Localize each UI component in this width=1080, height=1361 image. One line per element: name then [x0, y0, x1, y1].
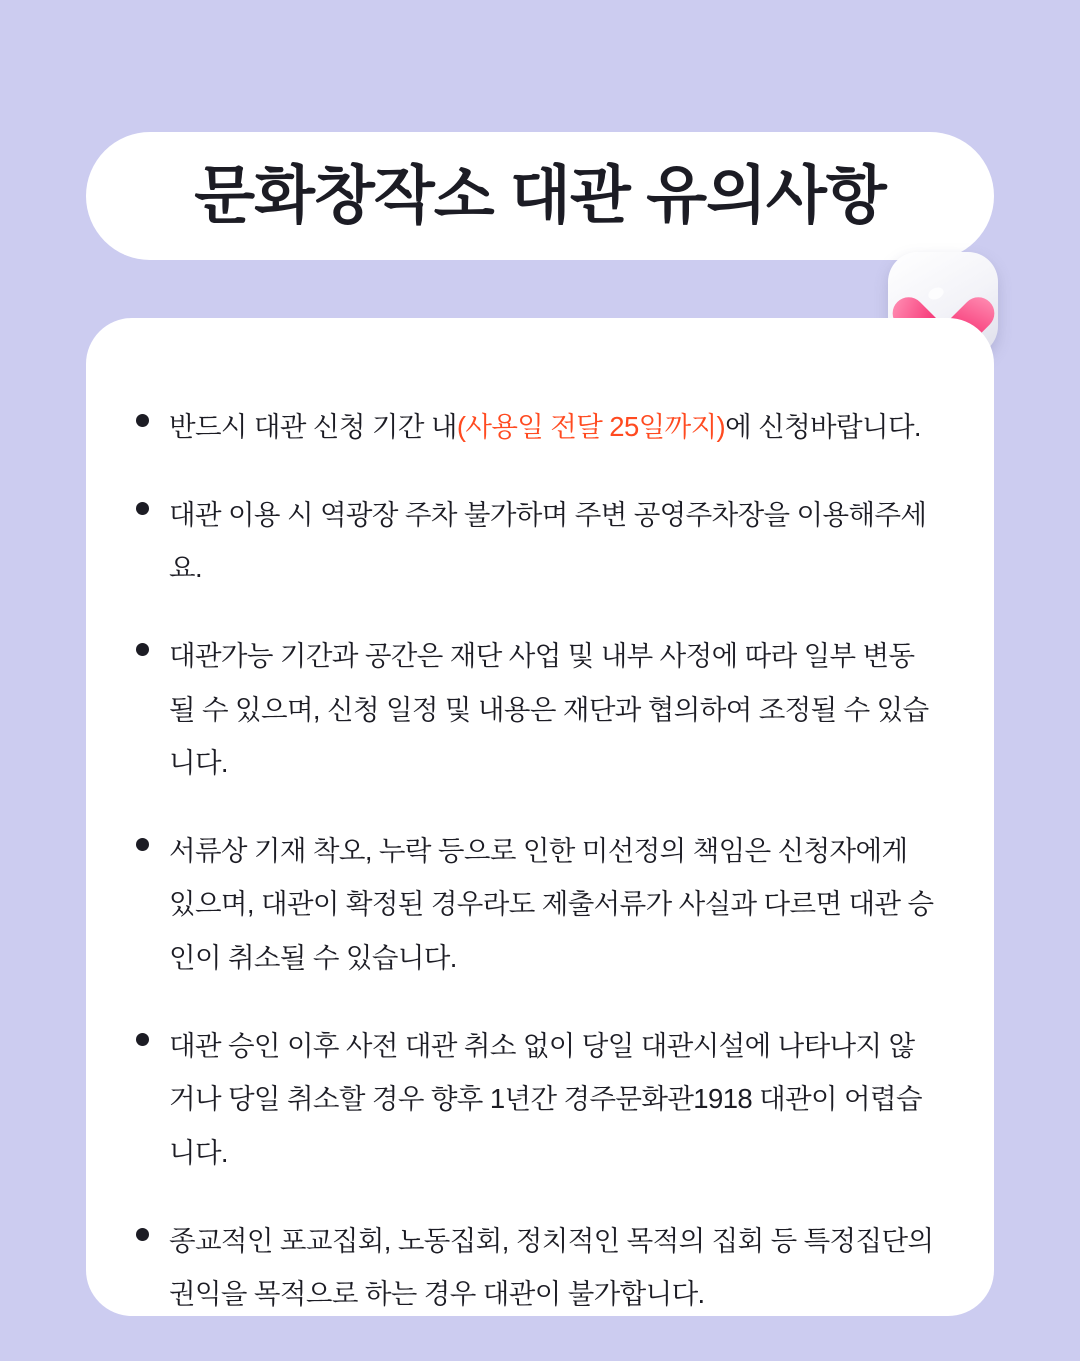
list-item-text-prefix: 반드시 대관 신청 기간 내: [169, 411, 457, 442]
list-item-text-prefix: 서류상 기재 착오, 누락 등으로 인한 미선정의 책임은 신청자에게 있으며, 대관이 확정된 경우라도 제출서류가 사실과 다르면 대관 승인이 취소될 수 있습니다.: [169, 834, 934, 973]
list-item-text-highlight: (사용일 전달 25일까지): [456, 411, 726, 442]
list-item: [136, 488, 938, 595]
bullet-icon: [136, 502, 149, 515]
bullet-icon: [136, 1228, 149, 1241]
list-item: [136, 629, 938, 790]
list-item: [136, 1019, 938, 1180]
list-item-text: [169, 629, 938, 790]
title-card: [86, 132, 994, 260]
notes-list: [86, 318, 994, 1361]
list-item: [136, 400, 938, 454]
page-title: 문화창작소 대관 유의사항: [194, 160, 886, 231]
list-item: [136, 1214, 938, 1321]
list-item-text-prefix: 종교적인 포교집회, 노동집회, 정치적인 목적의 집회 등 특정집단의 권익을 목적으로 하는 경우 대관이 불가합니다.: [169, 1224, 934, 1310]
list-item-text: [169, 824, 938, 985]
list-item-text: [169, 400, 921, 454]
list-item-text-suffix: 에 신청바랍니다.: [725, 411, 921, 442]
list-item: [136, 824, 938, 985]
list-item-text: [169, 488, 938, 595]
list-item-text: [169, 1019, 938, 1180]
notes-card: [86, 318, 994, 1316]
list-item-text-prefix: 대관 승인 이후 사전 대관 취소 없이 당일 대관시설에 나타나지 않거나 당일 취소할 경우 향후 1년간 경주문화관1918 대관이 어렵습니다.: [169, 1029, 922, 1168]
list-item-text-prefix: 대관가능 기간과 공간은 재단 사업 및 내부 사정에 따라 일부 변동될 수 있으며, 신청 일정 및 내용은 재단과 협의하여 조정될 수 있습니다.: [169, 639, 929, 779]
list-item-text-prefix: 대관 이용 시 역광장 주차 불가하며 주변 공영주차장을 이용해주세요.: [169, 498, 927, 584]
bullet-icon: [136, 643, 149, 656]
bullet-icon: [136, 1033, 149, 1046]
list-item-text: [169, 1214, 938, 1321]
bullet-icon: [136, 838, 149, 851]
bullet-icon: [136, 414, 149, 427]
